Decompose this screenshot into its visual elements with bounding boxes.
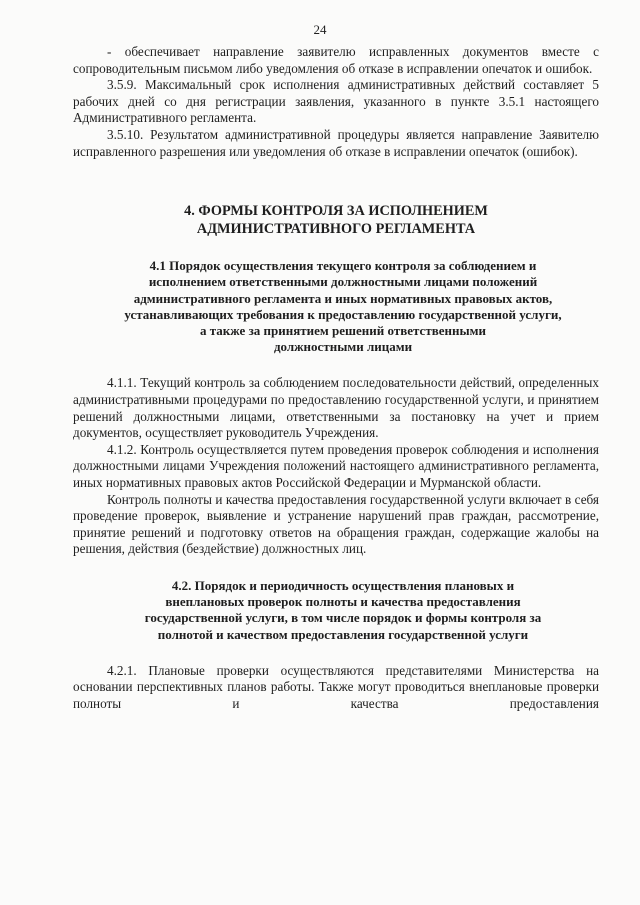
subsection-4-1-heading: [73, 258, 599, 355]
paragraph-4-1-1: 4.1.1. Текущий контроль за соблюдением последовательности действий, определенных административными процедурами по предоставлению государственной услуги, и принятием решений должностными лицами, ответственными за постановку на учет и прием документов, осуществляет руководитель Учреждения.: [73, 375, 599, 441]
heading-line: а также за принятием решений ответственными: [200, 322, 486, 338]
paragraph-3-5-10: 3.5.10. Результатом административной процедуры является направление Заявителю исправленного разрешения или уведомления об отказе в исправлении опечаток (ошибок).: [73, 126, 599, 159]
heading-line: должностными лицами: [273, 339, 413, 355]
paragraph-4-2-1: 4.2.1. Плановые проверки осуществляются представителями Министерства на основании перспективных планов работы. Также могут проводиться внеплановые проверки полноты и качества предоставления: [73, 662, 599, 711]
heading-line: внеплановых проверок полноты и качества предоставления: [165, 594, 521, 610]
paragraph-control-quality: Контроль полноты и качества предоставления государственной услуги включает в себя проведение проверок, выявление и устранение нарушений прав граждан, рассмотрение, принятие решений и подготовку ответов на обращения граждан, содержащие жалобы на решения, действия (бездействие) должностных лиц.: [73, 491, 599, 557]
heading-line: исполнением ответственными должностными лицами положений: [148, 274, 538, 290]
document-body: [73, 44, 599, 713]
heading-line: АДМИНИСТРАТИВНОГО РЕГЛАМЕНТА: [196, 221, 476, 238]
heading-line: 4. ФОРМЫ КОНТРОЛЯ ЗА ИСПОЛНЕНИЕМ: [184, 203, 488, 220]
heading-line: устанавливающих требования к предоставлению государственной услуги,: [124, 306, 562, 322]
heading-line: полнотой и качеством предоставления государственной услуги: [157, 626, 529, 642]
paragraph-4-1-2: 4.1.2. Контроль осуществляется путем проведения проверок соблюдения и исполнения должностными лицами Учреждения положений настоящего административного регламента, иных нормативных правовых актов Российской Федерации и Мурманской области.: [73, 441, 599, 490]
heading-line: 4.2. Порядок и периодичность осуществления плановых и: [171, 577, 515, 593]
heading-line: государственной услуги, в том числе порядок и формы контроля за: [144, 610, 542, 626]
page-number: 24: [313, 22, 327, 37]
subsection-4-2-heading: [73, 578, 599, 643]
paragraph-document-return: - обеспечивает направление заявителю исправленных документов вместе с сопроводительным письмом либо уведомления об отказе в исправлении опечаток и ошибок.: [73, 44, 599, 76]
paragraph-3-5-9: 3.5.9. Максимальный срок исполнения административных действий составляет 5 рабочих дней со дня регистрации заявления, указанного в пункте 3.5.1 настоящего Административного регламента.: [73, 77, 599, 126]
heading-line: 4.1 Порядок осуществления текущего контроля за соблюдением и: [149, 258, 537, 274]
section-4-heading: [73, 202, 599, 238]
heading-line: административного регламента и иных нормативных правовых актов,: [133, 290, 553, 306]
